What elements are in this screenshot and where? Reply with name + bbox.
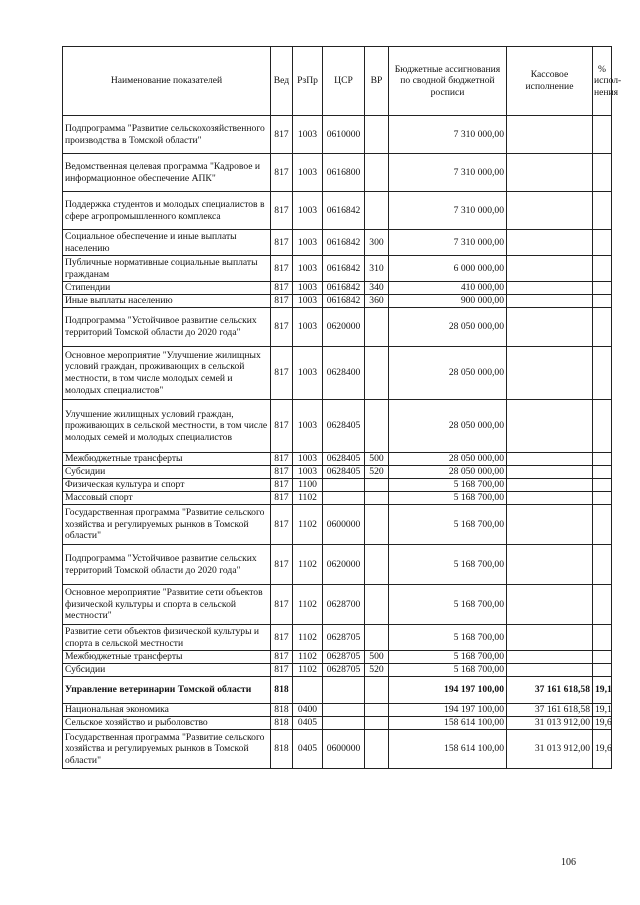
cell-cash (507, 192, 593, 230)
table-row (63, 466, 612, 479)
cell-budget: 28 050 000,00 (389, 466, 507, 479)
cell-vr (365, 192, 389, 230)
cell-ved: 817 (271, 585, 293, 625)
cell-pct (593, 154, 612, 192)
table-row (63, 625, 612, 651)
table-row (63, 492, 612, 505)
cell-budget: 28 050 000,00 (389, 453, 507, 466)
cell-cash (507, 295, 593, 308)
cell-vr: 520 (365, 466, 389, 479)
cell-cash (507, 453, 593, 466)
cell-vr: 500 (365, 651, 389, 664)
cell-cash (507, 545, 593, 585)
cell-budget: 7 310 000,00 (389, 230, 507, 256)
cell-ved: 817 (271, 453, 293, 466)
cell-name: Физическая культура и спорт (63, 479, 271, 492)
cell-rzpr: 1003 (293, 347, 323, 400)
cell-cash (507, 116, 593, 154)
cell-csr (323, 677, 365, 704)
cell-vr (365, 717, 389, 730)
cell-csr: 0628705 (323, 625, 365, 651)
cell-name: Государственная программа "Развитие сельского хозяйства и регулируемых рынков в Томской области" (63, 730, 271, 769)
cell-vr (365, 585, 389, 625)
cell-rzpr: 1003 (293, 282, 323, 295)
cell-budget: 7 310 000,00 (389, 192, 507, 230)
cell-rzpr (293, 677, 323, 704)
cell-cash: 37 161 618,58 (507, 677, 593, 704)
cell-name: Государственная программа "Развитие сельского хозяйства и регулируемых рынков в Томской области" (63, 505, 271, 545)
cell-budget: 5 168 700,00 (389, 505, 507, 545)
cell-budget: 5 168 700,00 (389, 545, 507, 585)
cell-csr: 0628705 (323, 664, 365, 677)
cell-csr: 0600000 (323, 730, 365, 769)
cell-vr (365, 505, 389, 545)
cell-budget: 28 050 000,00 (389, 400, 507, 453)
cell-csr: 0628405 (323, 453, 365, 466)
cell-cash: 31 013 912,00 (507, 730, 593, 769)
cell-ved: 817 (271, 308, 293, 347)
cell-csr: 0628705 (323, 651, 365, 664)
cell-name: Поддержка студентов и молодых специалистов в сфере агропромышленного комплекса (63, 192, 271, 230)
cell-vr: 360 (365, 295, 389, 308)
table-row (63, 256, 612, 282)
budget-table (62, 46, 622, 769)
cell-rzpr: 1102 (293, 651, 323, 664)
cell-ved: 817 (271, 492, 293, 505)
cell-name: Основное мероприятие "Улучшение жилищных условий граждан, проживающих в сельской местности, в том числе молодых семей и молодых специалистов" (63, 347, 271, 400)
cell-rzpr: 1003 (293, 256, 323, 282)
table-header-row (63, 47, 612, 116)
table-row (63, 400, 612, 453)
cell-rzpr: 0400 (293, 704, 323, 717)
cell-pct (593, 295, 612, 308)
cell-rzpr: 1003 (293, 295, 323, 308)
cell-budget: 28 050 000,00 (389, 347, 507, 400)
cell-ved: 817 (271, 505, 293, 545)
cell-cash (507, 466, 593, 479)
cell-budget: 7 310 000,00 (389, 154, 507, 192)
cell-csr (323, 492, 365, 505)
cell-csr: 0616842 (323, 295, 365, 308)
cell-cash (507, 347, 593, 400)
table-body (63, 116, 612, 769)
cell-pct (593, 230, 612, 256)
cell-pct (593, 116, 612, 154)
cell-csr: 0620000 (323, 545, 365, 585)
cell-ved: 817 (271, 116, 293, 154)
table-row (63, 664, 612, 677)
cell-rzpr: 1003 (293, 466, 323, 479)
cell-csr: 0600000 (323, 505, 365, 545)
cell-pct (593, 308, 612, 347)
cell-vr (365, 116, 389, 154)
cell-ved: 817 (271, 347, 293, 400)
cell-csr (323, 704, 365, 717)
cell-csr (323, 479, 365, 492)
cell-rzpr: 1102 (293, 492, 323, 505)
table-row (63, 651, 612, 664)
cell-pct (593, 585, 612, 625)
cell-cash (507, 492, 593, 505)
cell-name: Национальная экономика (63, 704, 271, 717)
table-row (63, 677, 612, 704)
cell-vr (365, 625, 389, 651)
header-cash: Кассовое исполнение (507, 47, 593, 116)
cell-name: Межбюджетные трансферты (63, 651, 271, 664)
cell-rzpr: 1003 (293, 192, 323, 230)
cell-ved: 817 (271, 154, 293, 192)
cell-budget: 158 614 100,00 (389, 717, 507, 730)
cell-ved: 817 (271, 192, 293, 230)
cell-csr: 0628700 (323, 585, 365, 625)
cell-cash (507, 651, 593, 664)
cell-cash (507, 308, 593, 347)
cell-pct (593, 400, 612, 453)
cell-ved: 817 (271, 295, 293, 308)
cell-budget: 5 168 700,00 (389, 585, 507, 625)
cell-budget: 7 310 000,00 (389, 116, 507, 154)
cell-cash (507, 625, 593, 651)
cell-rzpr: 0405 (293, 730, 323, 769)
cell-name: Подпрограмма "Развитие сельскохозяйственного производства в Томской области" (63, 116, 271, 154)
table-row (63, 704, 612, 717)
cell-cash (507, 585, 593, 625)
table-row (63, 730, 612, 769)
cell-rzpr: 1102 (293, 585, 323, 625)
cell-cash (507, 256, 593, 282)
cell-pct (593, 466, 612, 479)
table-row (63, 505, 612, 545)
cell-budget: 5 168 700,00 (389, 625, 507, 651)
cell-name: Публичные нормативные социальные выплаты гражданам (63, 256, 271, 282)
cell-csr: 0628400 (323, 347, 365, 400)
cell-pct: 19,6 (593, 730, 612, 769)
table-row (63, 116, 612, 154)
cell-csr: 0628405 (323, 466, 365, 479)
cell-rzpr: 1003 (293, 230, 323, 256)
cell-name: Подпрограмма "Устойчивое развитие сельских территорий Томской области до 2020 года" (63, 545, 271, 585)
cell-csr: 0628405 (323, 400, 365, 453)
cell-pct: 19,1 (593, 704, 612, 717)
table-row (63, 585, 612, 625)
cell-vr: 500 (365, 453, 389, 466)
cell-name: Подпрограмма "Устойчивое развитие сельских территорий Томской области до 2020 года" (63, 308, 271, 347)
cell-vr (365, 730, 389, 769)
cell-budget: 158 614 100,00 (389, 730, 507, 769)
cell-pct (593, 545, 612, 585)
cell-pct (593, 664, 612, 677)
cell-csr: 0610000 (323, 116, 365, 154)
cell-pct (593, 453, 612, 466)
cell-rzpr: 1003 (293, 400, 323, 453)
header-pct: % испол-нения (593, 47, 612, 116)
cell-ved: 817 (271, 479, 293, 492)
cell-pct: 19,6 (593, 717, 612, 730)
cell-pct: 19,1 (593, 677, 612, 704)
cell-rzpr: 1003 (293, 116, 323, 154)
table-row (63, 192, 612, 230)
cell-cash (507, 664, 593, 677)
cell-csr: 0616800 (323, 154, 365, 192)
cell-pct (593, 282, 612, 295)
header-csr: ЦСР (323, 47, 365, 116)
cell-csr: 0616842 (323, 256, 365, 282)
cell-budget: 900 000,00 (389, 295, 507, 308)
cell-budget: 28 050 000,00 (389, 308, 507, 347)
cell-vr (365, 492, 389, 505)
page-number: 106 (561, 857, 576, 868)
cell-cash (507, 479, 593, 492)
cell-ved: 817 (271, 651, 293, 664)
cell-ved: 817 (271, 545, 293, 585)
cell-name: Развитие сети объектов физической культуры и спорта в сельской местности (63, 625, 271, 651)
cell-cash (507, 400, 593, 453)
table-row (63, 282, 612, 295)
cell-vr (365, 154, 389, 192)
cell-ved: 817 (271, 625, 293, 651)
table-row (63, 479, 612, 492)
cell-rzpr: 1102 (293, 625, 323, 651)
cell-ved: 817 (271, 664, 293, 677)
cell-vr (365, 677, 389, 704)
cell-csr (323, 717, 365, 730)
cell-name: Управление ветеринарии Томской области (63, 677, 271, 704)
table-row (63, 308, 612, 347)
cell-vr (365, 545, 389, 585)
table-row (63, 717, 612, 730)
table-row (63, 295, 612, 308)
cell-vr: 310 (365, 256, 389, 282)
cell-budget: 194 197 100,00 (389, 677, 507, 704)
cell-pct (593, 651, 612, 664)
cell-name: Массовый спорт (63, 492, 271, 505)
cell-pct (593, 505, 612, 545)
cell-csr: 0616842 (323, 230, 365, 256)
cell-budget: 5 168 700,00 (389, 492, 507, 505)
cell-name: Субсидии (63, 466, 271, 479)
table-row (63, 347, 612, 400)
cell-ved: 817 (271, 230, 293, 256)
cell-vr: 520 (365, 664, 389, 677)
cell-pct (593, 492, 612, 505)
cell-rzpr: 1003 (293, 308, 323, 347)
cell-name: Сельское хозяйство и рыболовство (63, 717, 271, 730)
cell-pct (593, 625, 612, 651)
cell-ved: 817 (271, 282, 293, 295)
cell-name: Стипендии (63, 282, 271, 295)
cell-vr (365, 347, 389, 400)
cell-vr (365, 704, 389, 717)
cell-rzpr: 1003 (293, 453, 323, 466)
cell-pct (593, 192, 612, 230)
cell-budget: 5 168 700,00 (389, 651, 507, 664)
header-rzpr: РзПр (293, 47, 323, 116)
cell-vr (365, 400, 389, 453)
cell-vr (365, 479, 389, 492)
cell-vr: 300 (365, 230, 389, 256)
cell-rzpr: 1100 (293, 479, 323, 492)
cell-name: Субсидии (63, 664, 271, 677)
cell-rzpr: 1102 (293, 545, 323, 585)
cell-csr: 0616842 (323, 282, 365, 295)
cell-pct (593, 347, 612, 400)
cell-cash: 31 013 912,00 (507, 717, 593, 730)
cell-csr: 0616842 (323, 192, 365, 230)
table-row (63, 453, 612, 466)
cell-budget: 6 000 000,00 (389, 256, 507, 282)
cell-name: Иные выплаты населению (63, 295, 271, 308)
cell-cash (507, 282, 593, 295)
header-ved: Вед (271, 47, 293, 116)
header-budget: Бюджетные ассигнования по сводной бюджетной росписи (389, 47, 507, 116)
cell-vr (365, 308, 389, 347)
cell-cash (507, 505, 593, 545)
cell-budget: 5 168 700,00 (389, 664, 507, 677)
cell-rzpr: 0405 (293, 717, 323, 730)
cell-cash (507, 154, 593, 192)
cell-vr: 340 (365, 282, 389, 295)
header-name: Наименование показателей (63, 47, 271, 116)
table-row (63, 154, 612, 192)
cell-ved: 817 (271, 256, 293, 282)
cell-rzpr: 1003 (293, 154, 323, 192)
cell-name: Основное мероприятие "Развитие сети объектов физической культуры и спорта в сельской местности" (63, 585, 271, 625)
cell-budget: 5 168 700,00 (389, 479, 507, 492)
cell-budget: 410 000,00 (389, 282, 507, 295)
cell-ved: 817 (271, 466, 293, 479)
cell-pct (593, 256, 612, 282)
cell-rzpr: 1102 (293, 505, 323, 545)
cell-ved: 818 (271, 704, 293, 717)
header-vr: ВР (365, 47, 389, 116)
cell-name: Ведомственная целевая программа "Кадровое и информационное обеспечение АПК" (63, 154, 271, 192)
cell-name: Улучшение жилищных условий граждан, проживающих в сельской местности, в том числе молодых семей и молодых специалистов (63, 400, 271, 453)
cell-csr: 0620000 (323, 308, 365, 347)
cell-ved: 818 (271, 730, 293, 769)
cell-budget: 194 197 100,00 (389, 704, 507, 717)
cell-name: Социальное обеспечение и иные выплаты населению (63, 230, 271, 256)
table-row (63, 545, 612, 585)
cell-rzpr: 1102 (293, 664, 323, 677)
cell-name: Межбюджетные трансферты (63, 453, 271, 466)
cell-cash (507, 230, 593, 256)
cell-pct (593, 479, 612, 492)
table-row (63, 230, 612, 256)
cell-ved: 818 (271, 677, 293, 704)
cell-ved: 817 (271, 400, 293, 453)
cell-cash: 37 161 618,58 (507, 704, 593, 717)
cell-ved: 818 (271, 717, 293, 730)
